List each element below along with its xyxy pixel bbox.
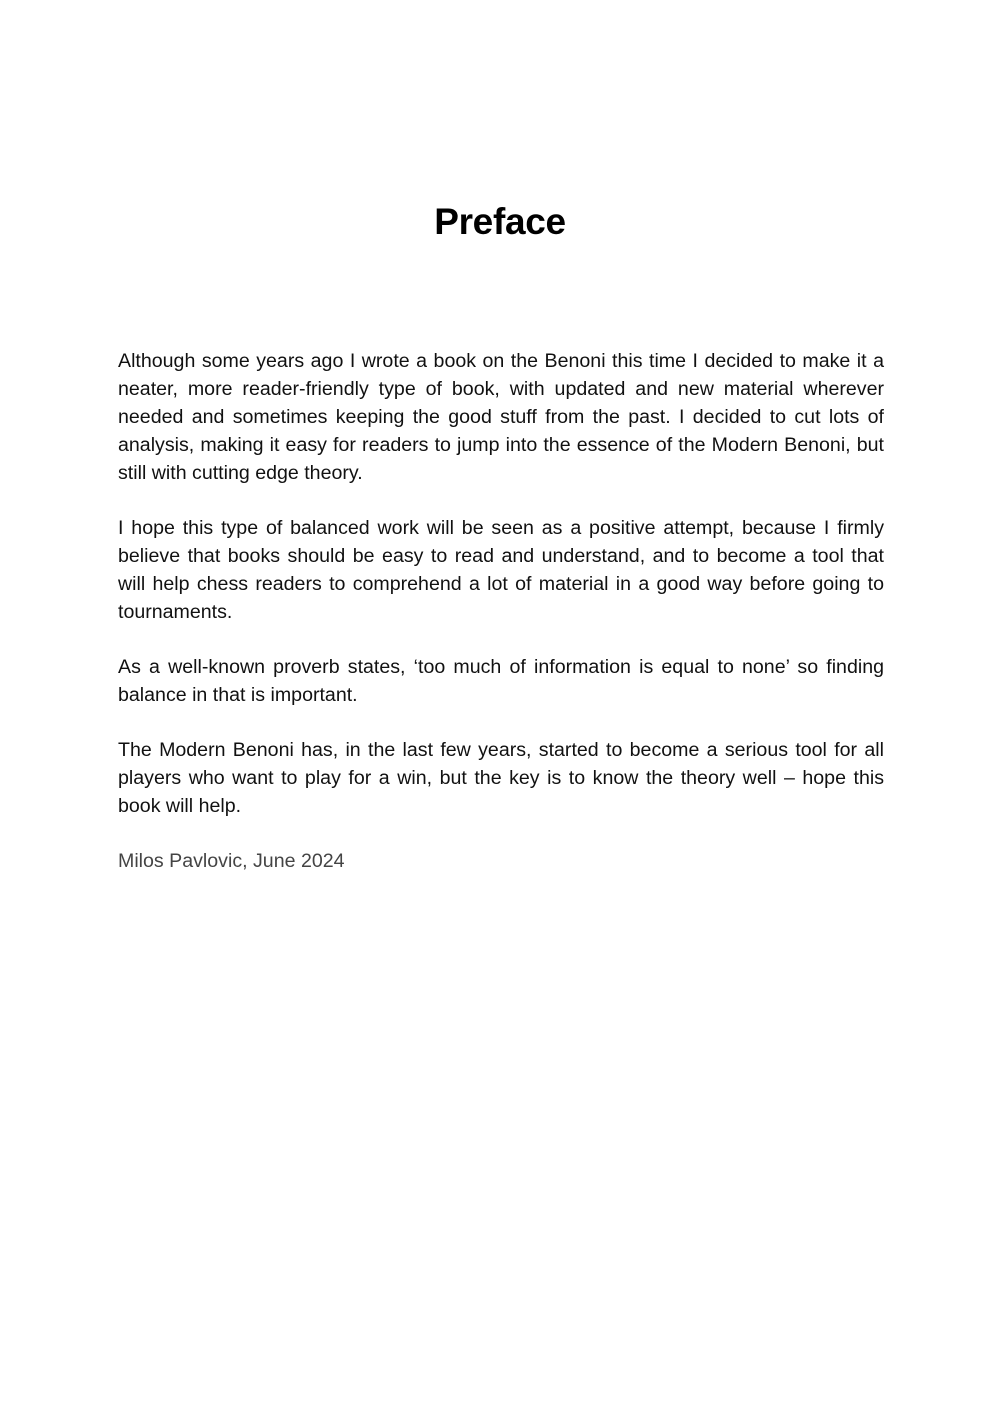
paragraph-4: The Modern Benoni has, in the last few years, started to become a serious tool for all players who want to play for a win, but the key is to know the theory well – hope this book will help. [118, 739, 884, 817]
paragraph-1: Although some years ago I wrote a book on the Benoni this time I decided to make it a neater, more reader-friendly type of book, with updated and new material wherever needed and sometimes keeping the good stuff from the past. I decided to cut lots of analysis, making it easy for readers to jump into the essence of the Modern Benoni, but still with cutting edge theory. [118, 350, 884, 484]
page-title: Preface [434, 201, 566, 242]
author-signature: Milos Pavlovic, June 2024 [118, 850, 345, 872]
paragraph-2: I hope this type of balanced work will be seen as a positive attempt, because I firmly believe that books should be easy to read and understand, and to become a tool that will help chess readers to comprehend a lot of material in a good way before going to tournaments. [118, 517, 884, 623]
preface-body [118, 347, 884, 875]
paragraph-3: As a well-known proverb states, ‘too much of information is equal to none’ so finding balance in that is important. [118, 656, 884, 706]
